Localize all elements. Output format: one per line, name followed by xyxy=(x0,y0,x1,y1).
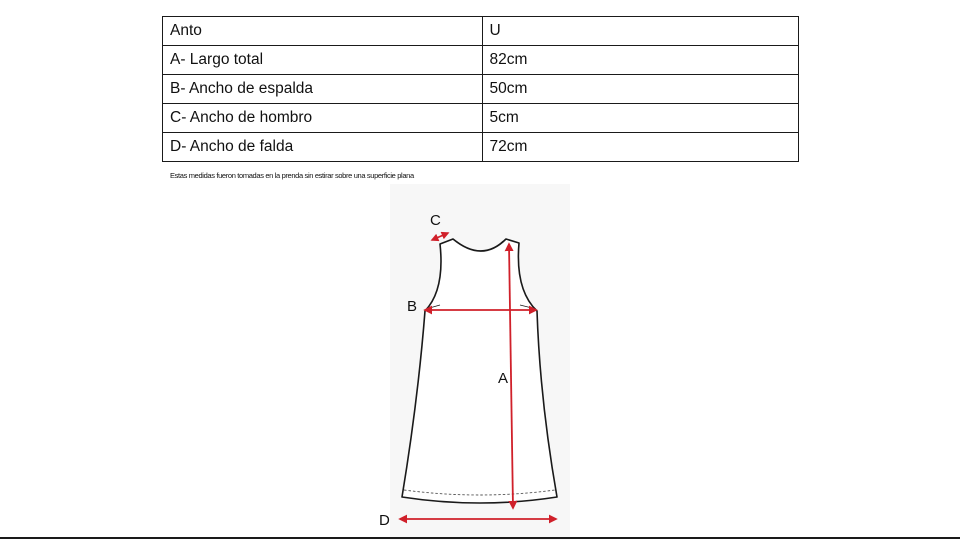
measurement-note: Estas medidas fueron tomadas en la prenda sin estirar sobre una superficie plana xyxy=(170,171,414,180)
label-d: D xyxy=(379,512,390,529)
measure-c-line xyxy=(432,233,448,240)
header-label-cell: Anto xyxy=(163,17,483,46)
label-c: C xyxy=(430,212,441,229)
bottom-divider xyxy=(0,537,960,539)
header-value-cell: U xyxy=(482,17,799,46)
label-a: A xyxy=(498,370,509,387)
row-value-cell: 72cm xyxy=(482,133,799,162)
dress-outline xyxy=(402,239,557,503)
row-value-cell: 82cm xyxy=(482,46,799,75)
row-label-cell: C- Ancho de hombro xyxy=(163,104,483,133)
row-label-cell: B- Ancho de espalda xyxy=(163,75,483,104)
label-b: B xyxy=(407,298,418,315)
row-label-cell: D- Ancho de falda xyxy=(163,133,483,162)
row-label-cell: A- Largo total xyxy=(163,46,483,75)
row-value-cell: 5cm xyxy=(482,104,799,133)
row-value-cell: 50cm xyxy=(482,75,799,104)
